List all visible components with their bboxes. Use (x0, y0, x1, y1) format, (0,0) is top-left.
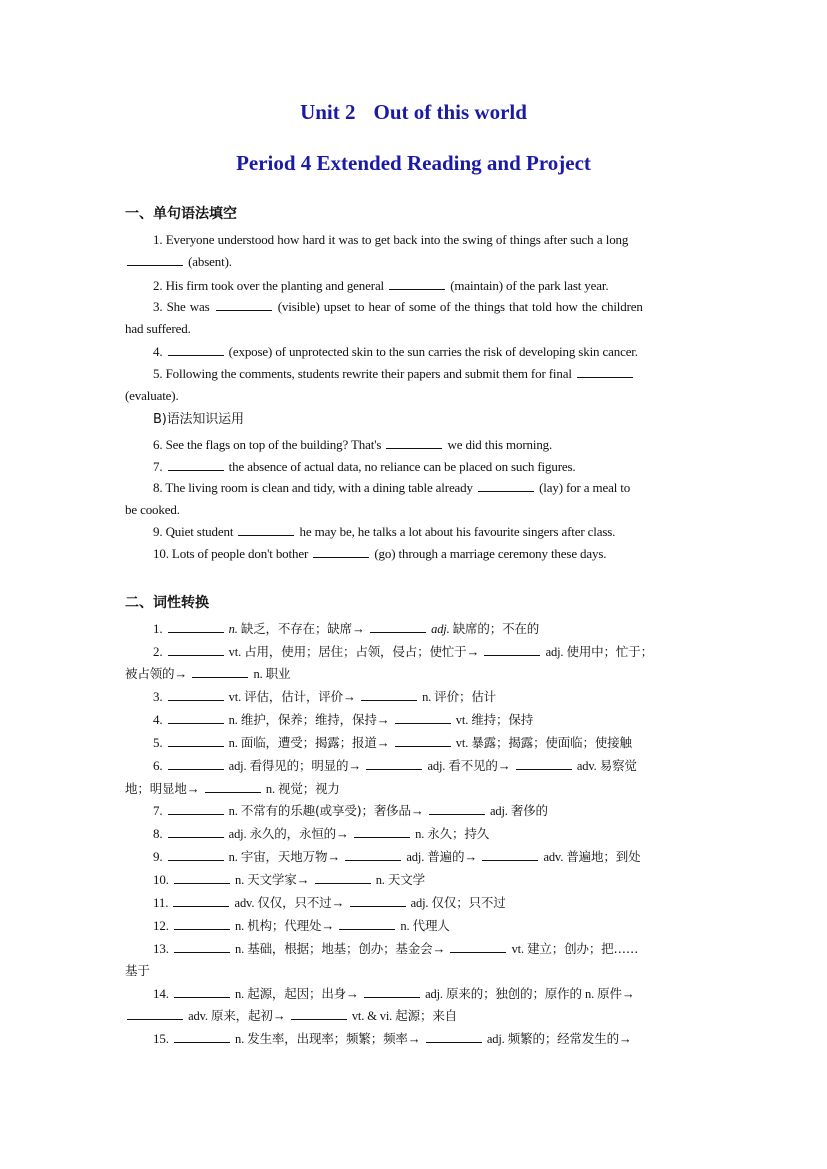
word-form-7: 7. n. 不常有的乐趣(或享受)；奢侈品→ adj. 奢侈的 (153, 803, 548, 818)
word-form-5: 5. n. 面临，遭受；揭露；报道→ vt. 暴露；揭露；使面临；使接触 (153, 735, 632, 750)
word-form-14: 14. n. 起源，起因；出身→ adj. 原来的；独创的；原作的 n. 原件→ (153, 986, 635, 1001)
word-form-13: 13. n. 基础，根据；地基；创办；基金会→ vt. 建立；创办；把…… (153, 941, 639, 956)
exercise-7: 7. the absence of actual data, no reliance can be placed on such figures. (153, 459, 576, 474)
answer-blank[interactable] (216, 299, 272, 311)
exercise-4: 4. (expose) of unprotected skin to the sun carries the risk of developing skin cancer. (153, 344, 638, 359)
answer-blank[interactable] (450, 941, 506, 953)
answer-blank[interactable] (345, 849, 401, 861)
answer-blank[interactable] (168, 459, 224, 471)
answer-blank[interactable] (364, 986, 420, 998)
word-form-6: 6. adj. 看得见的；明显的→ adj. 看不见的→ adv. 易察觉 (153, 758, 637, 773)
exercise-5-cont: (evaluate). (125, 388, 179, 403)
word-form-4: 4. n. 维护，保养；维持，保持→ vt. 维持；保持 (153, 712, 534, 727)
answer-blank[interactable] (516, 758, 572, 770)
answer-blank[interactable] (192, 666, 248, 678)
word-form-13-cont: 基于 (125, 963, 150, 978)
exercise-3-cont: had suffered. (125, 321, 191, 336)
period-title: Period 4 Extended Reading and Project (236, 151, 591, 175)
answer-blank[interactable] (174, 918, 230, 930)
answer-blank[interactable] (168, 621, 224, 633)
exercise-8: 8. The living room is clean and tidy, with a dining table already (lay) for a meal to (153, 480, 631, 495)
word-form-9: 9. n. 宇宙，天地万物→ adj. 普遍的→ adv. 普遍地；到处 (153, 849, 641, 864)
section1-heading: 一、单句语法填空 (125, 206, 237, 222)
answer-blank[interactable] (168, 849, 224, 861)
answer-blank[interactable] (389, 278, 445, 290)
exercise-5: 5. Following the comments, students rewrite their papers and submit them for final (153, 366, 635, 382)
exercise-9: 9. Quiet student he may be, he talks a lot about his favourite singers after class. (153, 524, 616, 539)
answer-blank[interactable] (354, 826, 410, 838)
section2-heading: 二、词性转换 (125, 595, 209, 611)
exercise-1-cont: (absent). (125, 254, 232, 270)
word-form-3: 3. vt. 评估，估计，评价→ n. 评价；估计 (153, 689, 497, 704)
exercise-1: 1. Everyone understood how hard it was to get back into the swing of things after such a long (153, 232, 629, 247)
answer-blank[interactable] (174, 1031, 230, 1043)
answer-blank[interactable] (174, 941, 230, 953)
answer-blank[interactable] (482, 849, 538, 861)
answer-blank[interactable] (168, 826, 224, 838)
word-form-2-cont: 被占领的→ n. 职业 (125, 666, 291, 681)
exercise-10: 10. Lots of people don't bother (go) through a marriage ceremony these days. (153, 546, 607, 561)
answer-blank[interactable] (174, 872, 230, 884)
exercise-2: 2. His firm took over the planting and general (maintain) of the park last year. (153, 278, 609, 293)
answer-blank[interactable] (577, 366, 633, 378)
answer-blank[interactable] (168, 758, 224, 770)
answer-blank[interactable] (168, 689, 224, 701)
word-form-8: 8. adj. 永久的，永恒的→ n. 永久；持久 (153, 826, 490, 841)
answer-blank[interactable] (168, 803, 224, 815)
answer-blank[interactable] (339, 918, 395, 930)
word-form-2: 2. vt. 占用，使用；居住；占领，侵占；使忙于→ adj. 使用中；忙于； (153, 644, 653, 659)
answer-blank[interactable] (350, 895, 406, 907)
answer-blank[interactable] (168, 735, 224, 747)
answer-blank[interactable] (386, 437, 442, 449)
word-form-6-cont: 地；明显地→ n. 视觉；视力 (125, 781, 340, 796)
word-form-10: 10. n. 天文学家→ n. 天文学 (153, 872, 425, 887)
answer-blank[interactable] (478, 480, 534, 492)
unit-title: Unit 2 Out of this world (300, 100, 527, 124)
answer-blank[interactable] (168, 344, 224, 356)
word-form-15: 15. n. 发生率，出现率；频繁；频率→ adj. 频繁的；经常发生的→ (153, 1031, 632, 1046)
answer-blank[interactable] (395, 712, 451, 724)
exercise-3: 3. She was (visible) upset to hear of some of the things that told how the children (153, 299, 643, 314)
answer-blank[interactable] (127, 254, 183, 266)
answer-blank[interactable] (429, 803, 485, 815)
answer-blank[interactable] (127, 1008, 183, 1020)
word-form-14-cont: adv. 原来，起初→ vt. & vi. 起源；来自 (125, 1008, 457, 1024)
answer-blank[interactable] (370, 621, 426, 633)
word-form-1: 1. n. 缺乏，不存在；缺席→ adj. 缺席的；不在的 (153, 621, 540, 636)
answer-blank[interactable] (315, 872, 371, 884)
subsection-b-heading: B)语法知识运用 (153, 412, 244, 427)
answer-blank[interactable] (168, 712, 224, 724)
exercise-6: 6. See the flags on top of the building? That's we did this morning. (153, 437, 553, 452)
answer-blank[interactable] (484, 644, 540, 656)
answer-blank[interactable] (366, 758, 422, 770)
answer-blank[interactable] (291, 1008, 347, 1020)
answer-blank[interactable] (205, 781, 261, 793)
answer-blank[interactable] (361, 689, 417, 701)
answer-blank[interactable] (174, 986, 230, 998)
answer-blank[interactable] (395, 735, 451, 747)
answer-blank[interactable] (168, 644, 224, 656)
exercise-8-cont: be cooked. (125, 502, 180, 517)
answer-blank[interactable] (313, 546, 369, 558)
word-form-12: 12. n. 机构；代理处→ n. 代理人 (153, 918, 450, 933)
answer-blank[interactable] (426, 1031, 482, 1043)
answer-blank[interactable] (238, 524, 294, 536)
word-form-11: 11. adv. 仅仅，只不过→ adj. 仅仅；只不过 (153, 895, 506, 910)
answer-blank[interactable] (173, 895, 229, 907)
